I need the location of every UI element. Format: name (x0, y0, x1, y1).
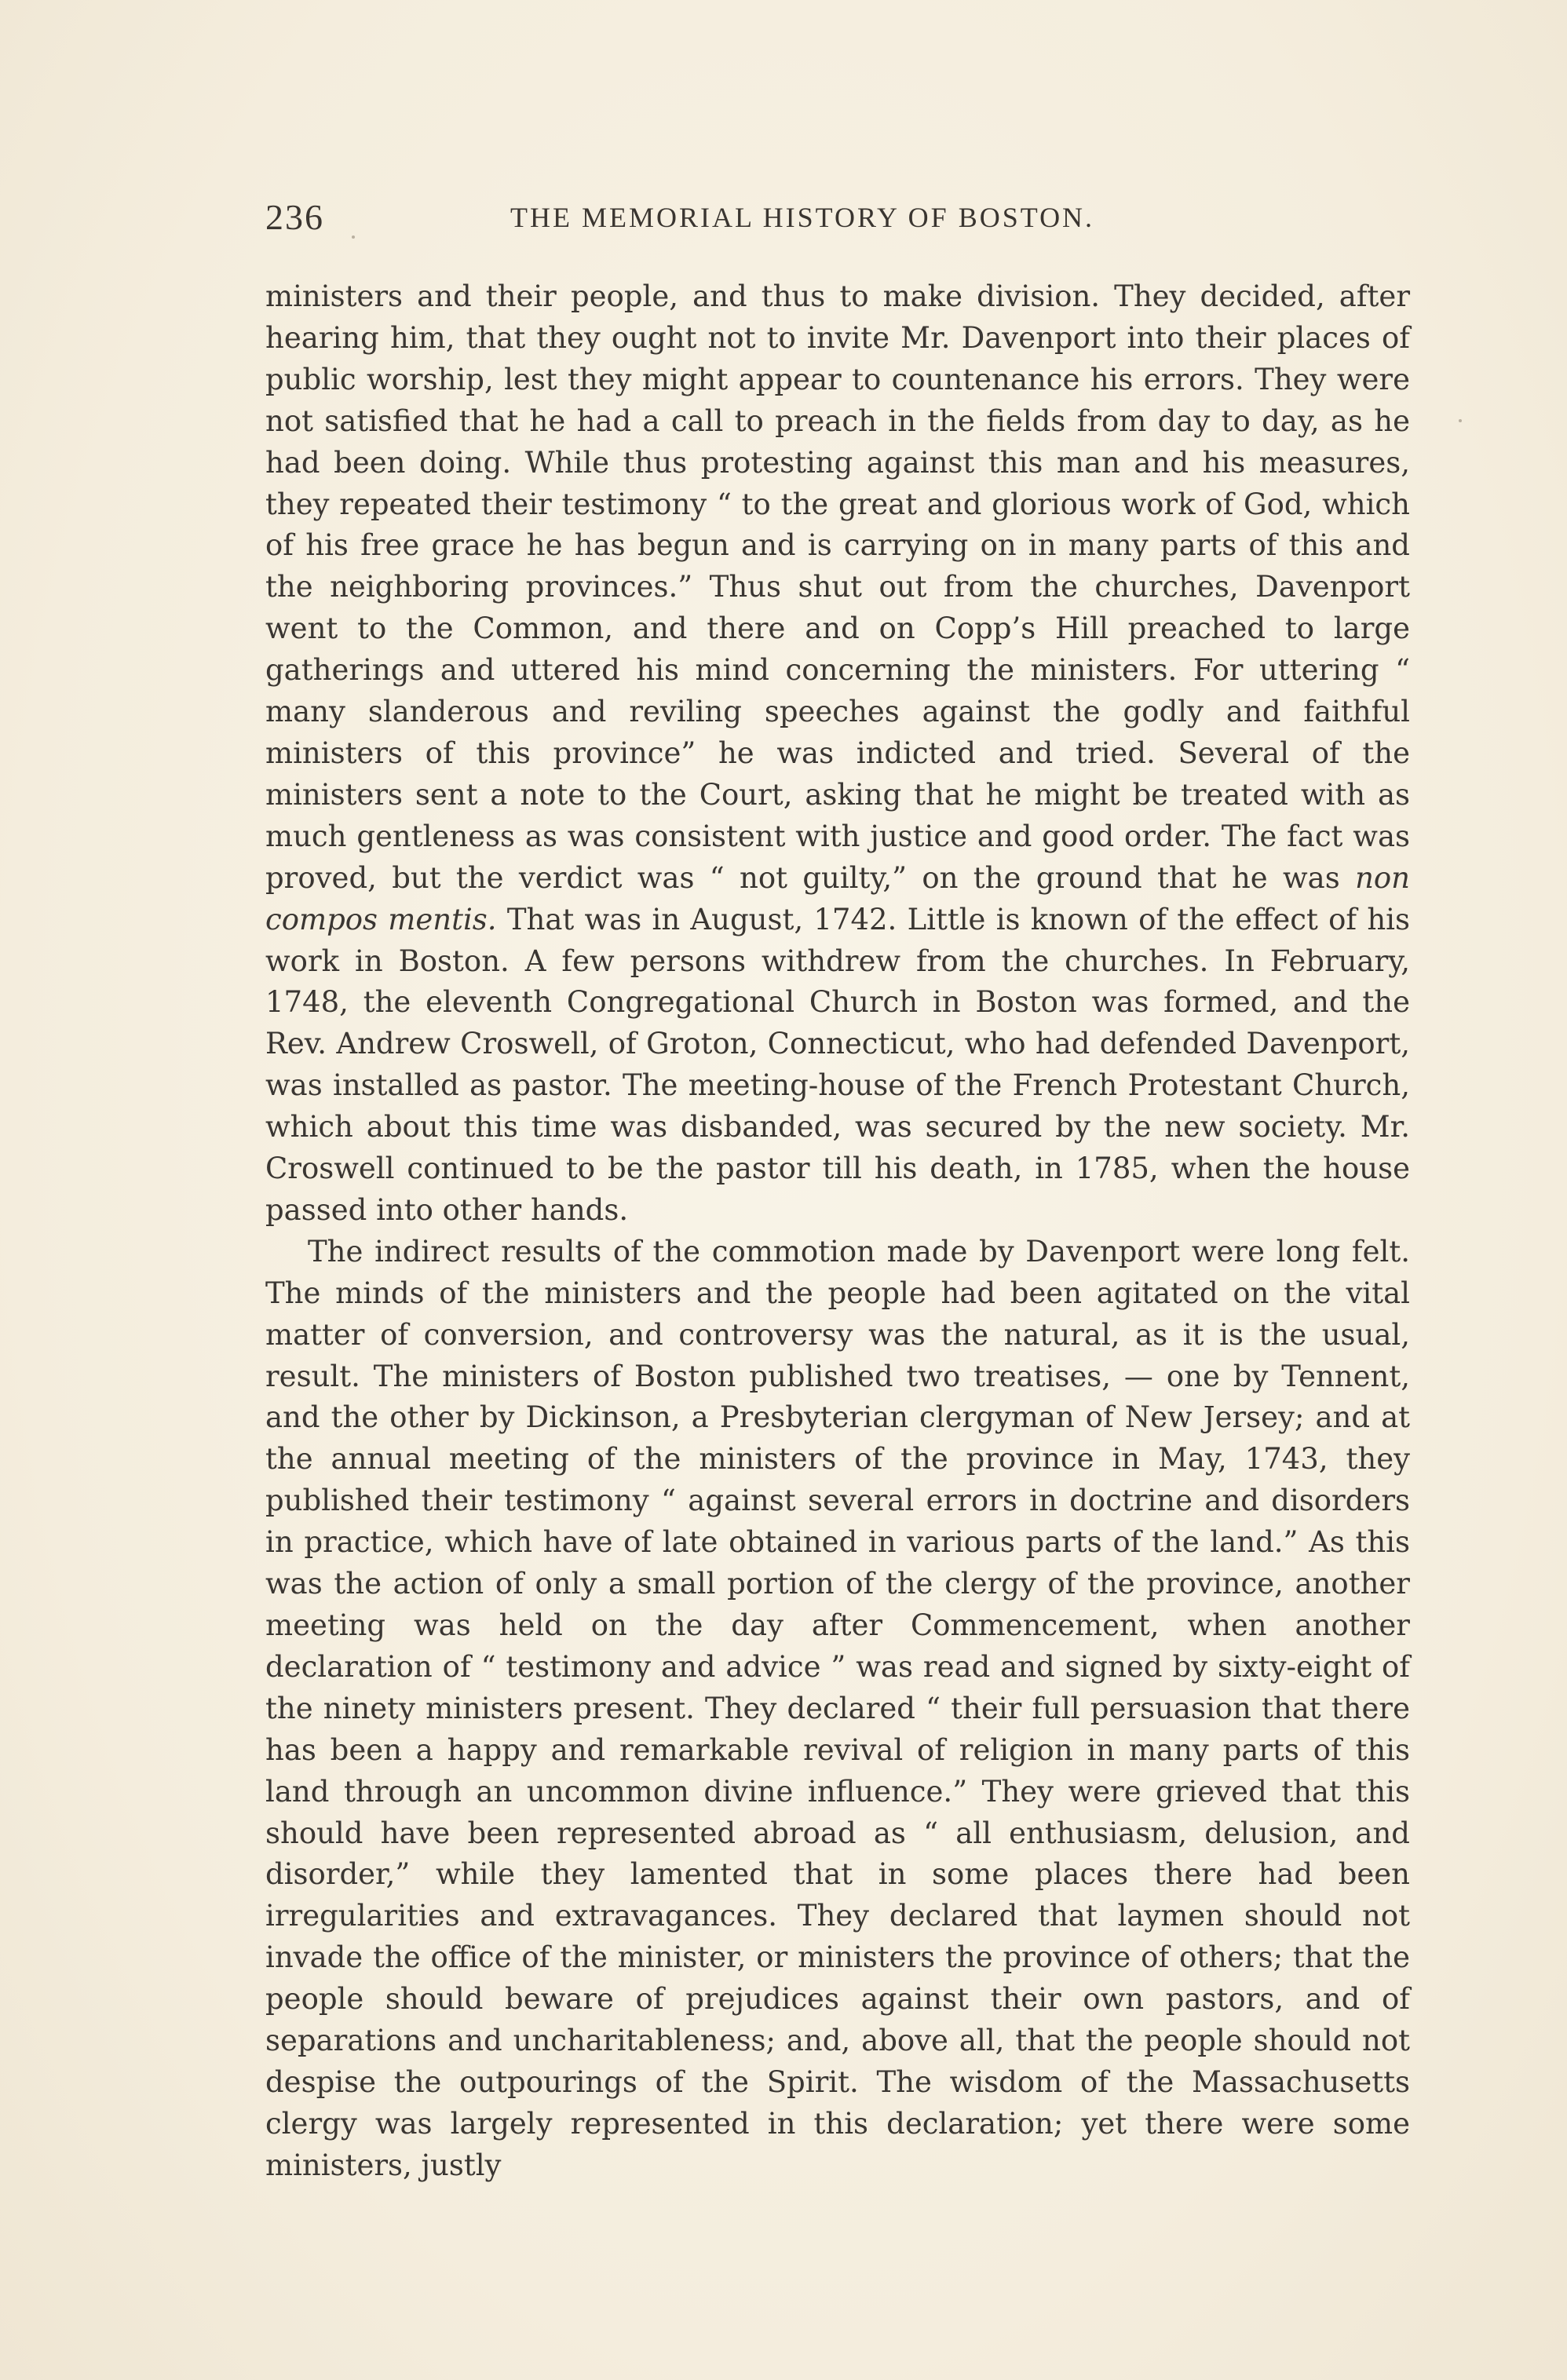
page-number: 236 (265, 197, 324, 237)
paragraph-1-text-b: That was in August, 1742. Little is known of the effect of his work in Boston. A few persons withdrew from the churches. In February, 1748, the eleventh Congregational Church in Boston was formed, and the Rev. Andrew Croswell, of Groton, Connecticut, who had defended Davenport, was installed as pastor. The meeting-house of the French Protestant Church, which about this time was disbanded, was secured by the new society. Mr. Croswell continued to be the pastor till his death, in 1785, when the house passed into other hands. (265, 902, 1410, 1227)
paragraph-1-text-a: ministers and their people, and thus to make division. They decided, after hearing him, that they ought not to invite Mr. Davenport into their places of public worship, lest they might appear to countenance his errors. They were not satisfied that he had a call to preach in the fields from day to day, as he had been doing. While thus protesting against this man and his measures, they repeated their testimony “ to the great and glorious work of God, which of his free grace he has begun and is carrying on in many parts of this and the neighboring provinces.” Thus shut out from the churches, Davenport went to the Common, and there and on Copp’s Hill preached to large gatherings and uttered his mind concerning the ministers. For uttering “ many slanderous and reviling speeches against the godly and faithful ministers of this province” he was indicted and tried. Several of the ministers sent a note to the Court, asking that he might be treated with as much gentleness as was consistent with justice and good order. The fact was proved, but the verdict was “ not guilty,” on the ground that he was (265, 279, 1410, 895)
latin-phrase: non compos mentis. (265, 860, 1410, 936)
paragraph-2: The indirect results of the commotion made by Davenport were long felt. The minds of the ministers and the people had been agitated on the vital matter of conversion, and controversy was the natural, as it is the usual, result. The ministers of Boston published two treatises, — one by Tennent, and the other by Dickinson, a Presbyterian clergyman of New Jersey; and at the annual meeting of the ministers of the province in May, 1743, they published their testimony “ against several errors in doctrine and disorders in practice, which have of late obtained in various parts of the land.” As this was the action of only a small portion of the clergy of the province, another meeting was held on the day after Commencement, when another declaration of “ testimony and advice ” was read and signed by sixty-eight of the ninety ministers present. They declared “ their full persuasion that there has been a happy and remarkable revival of religion in many parts of this land through an uncommon divine influence.” They were grieved that this should have been represented abroad as “ all enthusiasm, delusion, and disorder,” while they lamented that in some places there had been irregularities and extravagances. They declared that laymen should not invade the office of the minister, or ministers the province of others; that the people should beware of prejudices against their own pastors, and of separations and uncharitableness; and, above all, that the people should not despise the outpourings of the Spirit. The wisdom of the Massachusetts clergy was largely represented in this declaration; yet there were some ministers, justly (265, 1234, 1410, 2182)
print-speck (352, 235, 355, 239)
body-text (265, 276, 1410, 2187)
running-title: THE MEMORIAL HISTORY OF BOSTON. (510, 202, 1095, 233)
paragraph-1 (265, 276, 1410, 1232)
print-speck (1459, 419, 1462, 422)
running-head (265, 196, 1396, 243)
